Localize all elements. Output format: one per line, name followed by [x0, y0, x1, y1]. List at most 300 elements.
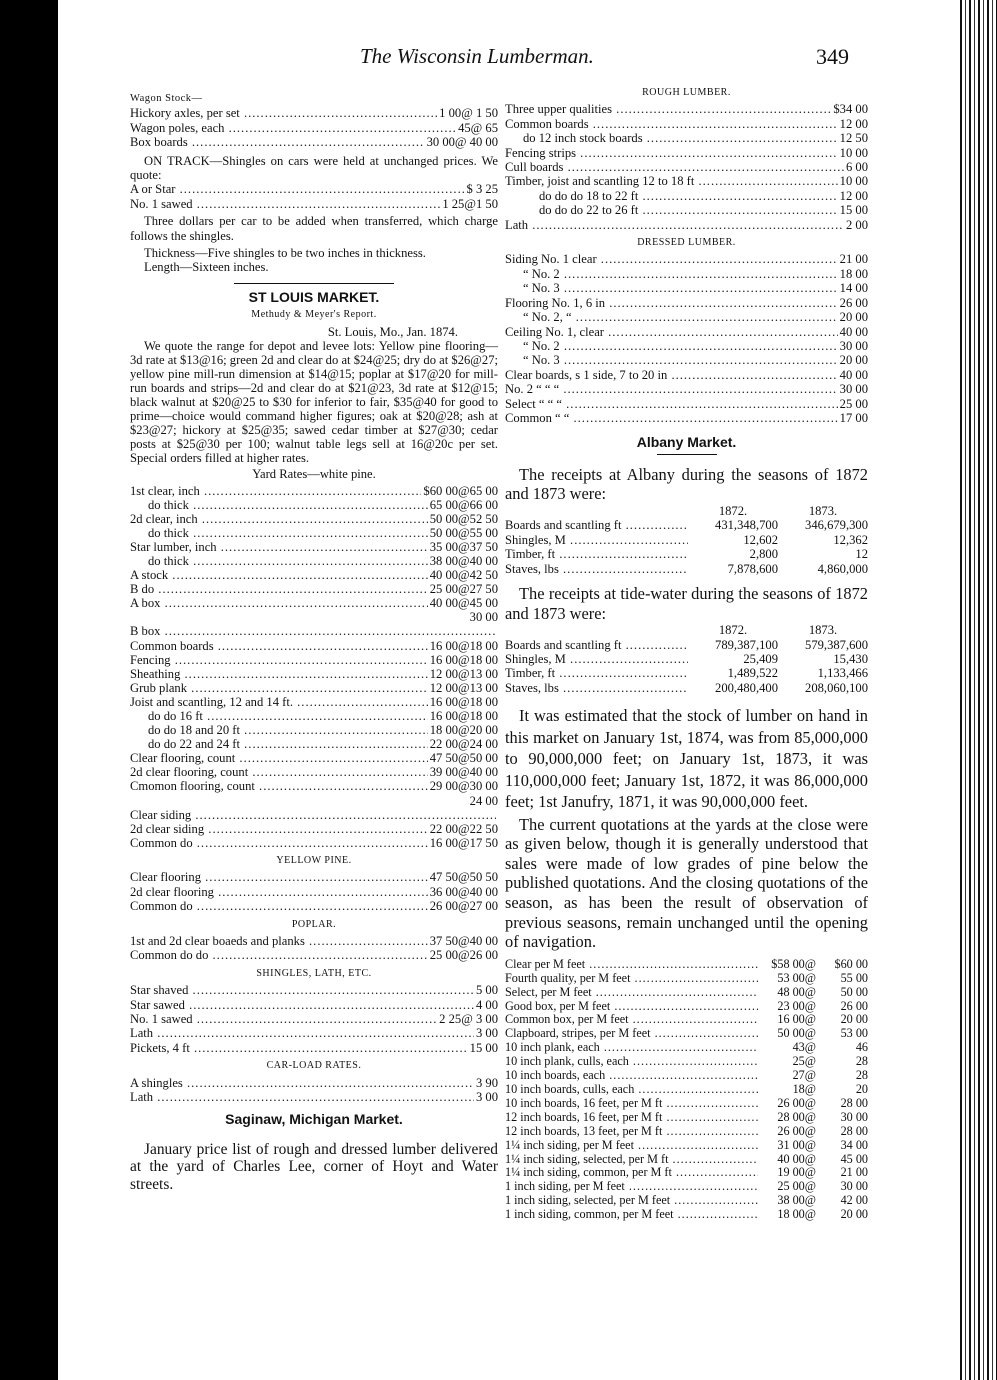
price-row — [130, 106, 498, 120]
quotation-low: 28 00@ — [777, 1109, 816, 1124]
price-row — [505, 368, 868, 382]
quotation-label: Clapboard, stripes, per M feet ..... — [505, 1027, 758, 1041]
price-label — [130, 610, 468, 624]
price-label: Common boards ..... — [505, 117, 838, 131]
price-row — [505, 267, 868, 281]
price-value: 40 00 — [839, 324, 868, 339]
price-label: Flooring No. 1, 6 in ..... — [505, 296, 838, 310]
price-value: 12 50 — [839, 131, 868, 146]
price-value: 26 00 — [839, 295, 868, 310]
quotation-low: 43@ — [792, 1040, 816, 1055]
quotation-high: 20 — [855, 1082, 868, 1096]
price-value: 47 50@50 50 — [429, 870, 498, 885]
price-value: 2 25@ 3 00 — [439, 1012, 498, 1026]
price-label: Common boards ..... — [130, 639, 428, 653]
price-value: 30 00@ 40 00 — [426, 135, 498, 150]
quotation-high: 21 00 — [840, 1165, 868, 1180]
rough-lumber-heading: ROUGH LUMBER. — [642, 87, 731, 98]
price-value: 29 00@30 00 — [429, 779, 498, 794]
quotation-high: 28 00 — [840, 1123, 868, 1138]
quotation-low: 50 00@ — [777, 1026, 816, 1041]
price-label: A box ..... — [130, 596, 428, 610]
price-label: “ No. 3 ..... — [505, 353, 838, 367]
price-label: Fencing ..... — [130, 653, 428, 667]
price-value: 20 00 — [839, 353, 868, 368]
quotation-low: 25 00@ — [777, 1179, 816, 1194]
price-value: 16 00@18 00 — [429, 709, 498, 723]
price-label: Common do ..... — [130, 899, 428, 913]
price-label: Hickory axles, per set ..... — [130, 106, 437, 120]
quotation-row — [505, 972, 868, 986]
price-row — [130, 624, 498, 638]
quotation-low: 23 00@ — [777, 998, 816, 1013]
table-row — [505, 681, 868, 695]
dressed-lumber-heading: DRESSED LUMBER. — [637, 237, 736, 249]
price-label: do thick ..... — [130, 498, 428, 512]
quotation-high: 30 00 — [840, 1109, 868, 1124]
price-label: Clear boards, s 1 side, 7 to 20 in ..... — [505, 368, 838, 382]
price-label: Lath ..... — [130, 1090, 474, 1104]
table-label: Shingles, M ..... — [505, 652, 688, 666]
price-row — [130, 998, 498, 1012]
year-header-1 — [505, 504, 868, 518]
saginaw-paragraph: January price list of rough and dressed lumber delivered at the yard of Charles Lee, corner of Hoyt and Water streets. — [130, 1140, 498, 1194]
price-row — [130, 197, 498, 211]
price-label — [130, 794, 468, 808]
price-value: 12 00 — [839, 188, 868, 203]
price-label: “ No. 3 ..... — [505, 281, 838, 295]
price-value: 12 00 — [839, 116, 868, 131]
quotation-low: 53 00@ — [777, 970, 816, 985]
quotation-high: 46 — [855, 1040, 868, 1055]
quotation-label: Good box, per M feet ..... — [505, 1000, 758, 1014]
price-label: A shingles ..... — [130, 1076, 474, 1090]
quotation-row — [505, 1013, 868, 1027]
price-row — [130, 737, 498, 751]
albany-title: Albany Market. — [636, 434, 737, 451]
value-1873: 4,860,000 — [817, 561, 868, 576]
quotation-row — [505, 1041, 868, 1055]
table-label: Staves, lbs ..... — [505, 562, 688, 576]
quotation-high: $60 00 — [834, 956, 868, 971]
price-value: 25 00 — [839, 396, 868, 411]
price-row — [130, 808, 498, 822]
price-row — [130, 135, 498, 149]
yellow-pine-heading: YELLOW PINE. — [276, 854, 352, 866]
value-1872: 431,348,700 — [715, 518, 778, 533]
price-value: 21 00 — [839, 252, 868, 267]
price-value: 4 00 — [475, 997, 498, 1012]
shingles-heading: SHINGLES, LATH, ETC. — [256, 967, 372, 979]
poplar-heading: POPLAR. — [291, 918, 337, 930]
quotation-high: 34 00 — [840, 1137, 868, 1152]
price-label: A or Star ..... — [130, 182, 465, 196]
value-1872: 789,387,100 — [715, 637, 778, 652]
price-label: “ No. 2 ..... — [505, 339, 838, 353]
on-track-list — [130, 182, 498, 211]
quotation-row — [505, 1069, 868, 1083]
quotation-row — [505, 1194, 868, 1208]
price-value: 3 00 — [475, 1090, 498, 1105]
price-label: 2d clear siding ..... — [130, 822, 428, 836]
quotation-label: 10 inch plank, each ..... — [505, 1041, 758, 1055]
price-row — [130, 512, 498, 526]
quotation-high: 55 00 — [840, 970, 868, 985]
quotation-high: 53 00 — [840, 1026, 868, 1041]
price-label: Fencing strips ..... — [505, 146, 838, 160]
price-value: 16 00@18 00 — [429, 638, 498, 653]
shingles-list — [130, 983, 498, 1055]
quotation-row — [505, 1166, 868, 1180]
value-1873: 1,133,466 — [817, 666, 868, 681]
price-row — [130, 681, 498, 695]
price-value: 12 00@13 00 — [429, 666, 498, 681]
albany-quotations-list — [505, 958, 868, 1222]
price-row — [505, 382, 868, 396]
white-pine-list — [130, 484, 498, 850]
price-value — [496, 624, 498, 638]
price-row — [130, 751, 498, 765]
quotation-row — [505, 1111, 868, 1125]
price-label: Grub plank ..... — [130, 681, 428, 695]
table-label: Timber, ft ..... — [505, 666, 688, 680]
year-1872: 1872. — [718, 623, 748, 638]
quotation-low: 18 00@ — [777, 1207, 816, 1222]
price-value: $ 3 25 — [466, 182, 498, 197]
price-value: 15 00 — [839, 203, 868, 218]
stock-estimate-paragraph: It was estimated that the stock of lumber on hand in this market on January 1st, 1874, was from 85,000,000 to 90,000,000 feet; on January 1st, 1873, it was 110,000,000 feet; January 1st, 1872, it was 86,000,000 feet; 1st Janufry, 1871, it was 90,000,000 feet. — [505, 706, 868, 812]
saginaw-title: Saginaw, Michigan Market. — [225, 1111, 403, 1128]
price-label: Common do do ..... — [130, 948, 428, 962]
price-label: “ No. 2, “ ..... — [505, 310, 838, 324]
price-value: 35 00@37 50 — [429, 539, 498, 554]
price-value: 15 00 — [469, 1040, 498, 1055]
price-label: do do do 18 to 22 ft ..... — [505, 189, 838, 203]
price-row — [505, 174, 868, 188]
quotation-row — [505, 1153, 868, 1167]
price-row — [505, 160, 868, 174]
price-label: No. 2 “ “ “ ..... — [505, 382, 838, 396]
quotation-low: 40 00@ — [777, 1151, 816, 1166]
price-label: Siding No. 1 clear ..... — [505, 252, 838, 266]
price-value: 38 00@40 00 — [429, 553, 498, 568]
quotation-row — [505, 986, 868, 1000]
price-label: No. 1 sawed ..... — [130, 1012, 437, 1026]
price-value: 14 00 — [839, 281, 868, 296]
price-label: “ No. 2 ..... — [505, 267, 838, 281]
price-value: 40 00@42 50 — [429, 568, 498, 583]
price-row — [130, 484, 498, 498]
value-1872: 7,878,600 — [727, 561, 778, 576]
quotation-low: 16 00@ — [777, 1012, 816, 1027]
price-label: do thick ..... — [130, 554, 428, 568]
price-label: No. 1 sawed ..... — [130, 197, 440, 211]
table-label: Timber, ft ..... — [505, 547, 688, 561]
price-label: Wagon poles, each ..... — [130, 121, 456, 135]
price-label: Select “ “ “ ..... — [505, 397, 838, 411]
value-1873: 12,362 — [833, 532, 868, 547]
price-label: Box boards ..... — [130, 135, 425, 149]
price-value: 65 00@66 00 — [429, 497, 498, 512]
quotation-label: 10 inch plank, culls, each ..... — [505, 1055, 758, 1069]
price-row — [505, 353, 868, 367]
albany-rule — [657, 454, 717, 455]
page-number: 349 — [816, 44, 849, 69]
st-louis-dateline: St. Louis, Mo., Jan. 1874. — [327, 324, 458, 339]
value-1872: 12,602 — [743, 532, 778, 547]
price-label: Star lumber, inch ..... — [130, 540, 428, 554]
price-label: 1st and 2d clear boaeds and planks ..... — [130, 934, 428, 948]
price-label: Clear siding ..... — [130, 808, 496, 822]
price-label: A stock ..... — [130, 568, 428, 582]
quotation-label: Select, per M feet ..... — [505, 986, 758, 1000]
year-1873: 1873. — [808, 623, 838, 638]
quotation-row — [505, 1139, 868, 1153]
price-value: 17 00 — [839, 410, 868, 425]
quotation-row — [505, 1208, 868, 1222]
price-label: Joist and scantling, 12 and 14 ft. ..... — [130, 695, 428, 709]
price-row — [130, 667, 498, 681]
quotation-low: 31 00@ — [777, 1137, 816, 1152]
table-row — [505, 652, 868, 666]
price-value: 16 00@17 50 — [429, 835, 498, 850]
table-label: Boards and scantling ft ..... — [505, 518, 688, 532]
quotation-label: 12 inch boards, 13 feet, per M ft ..... — [505, 1125, 758, 1139]
price-row — [130, 948, 498, 962]
price-label: 2d clear, inch ..... — [130, 512, 428, 526]
price-value: $34 00 — [833, 102, 868, 117]
quotation-label: 1¼ inch siding, per M feet ..... — [505, 1139, 758, 1153]
price-label: do thick ..... — [130, 526, 428, 540]
price-value: 6 00 — [845, 160, 868, 175]
price-value: 18 00 — [839, 266, 868, 281]
price-row — [130, 554, 498, 568]
price-label: 1st clear, inch ..... — [130, 484, 421, 498]
price-label: Pickets, 4 ft ..... — [130, 1041, 468, 1055]
dressed-lumber-list — [505, 252, 868, 425]
price-row — [130, 182, 498, 196]
carload-list — [130, 1076, 498, 1105]
price-row — [130, 794, 498, 808]
quotation-row — [505, 1125, 868, 1139]
price-label: 2d clear flooring, count ..... — [130, 765, 428, 779]
price-value: 50 00@52 50 — [429, 511, 498, 526]
price-row — [505, 102, 868, 116]
st-louis-report: Methudy & Meyer's Report. — [251, 309, 377, 321]
price-value: 36 00@40 00 — [429, 884, 498, 899]
price-label: Lath ..... — [130, 1026, 474, 1040]
price-row — [505, 325, 868, 339]
price-value: 26 00@27 00 — [429, 899, 498, 914]
price-label: Ceiling No. 1, clear ..... — [505, 325, 838, 339]
price-label: Clear flooring ..... — [130, 870, 428, 884]
section-rule — [234, 283, 394, 284]
price-label: Cmomon flooring, count ..... — [130, 779, 428, 793]
price-label: do do 18 and 20 ft ..... — [130, 723, 428, 737]
price-row — [505, 397, 868, 411]
price-value: 16 00@18 00 — [429, 694, 498, 709]
price-value: 45@ 65 — [458, 120, 498, 135]
price-row — [130, 1076, 498, 1090]
table-row — [505, 638, 868, 652]
price-row — [130, 1012, 498, 1026]
price-row — [130, 709, 498, 723]
table-row — [505, 533, 868, 547]
yard-rates-heading: Yard Rates—white pine. — [252, 467, 376, 482]
table-row — [505, 518, 868, 532]
price-label: Star shaved ..... — [130, 983, 474, 997]
price-value: 3 90 — [475, 1075, 498, 1090]
yellow-pine-list — [130, 870, 498, 913]
scan-right-edge — [960, 0, 997, 1380]
quotation-high: 50 00 — [840, 984, 868, 999]
price-row — [130, 540, 498, 554]
price-value: 50 00@55 00 — [429, 525, 498, 540]
price-row — [505, 411, 868, 425]
price-label: Common “ “ ..... — [505, 411, 838, 425]
price-value: 10 00 — [839, 145, 868, 160]
price-value: 12 00@13 00 — [429, 680, 498, 695]
price-value: 40 00 — [839, 367, 868, 382]
price-label: Common do ..... — [130, 836, 428, 850]
price-row — [130, 836, 498, 850]
price-value: 39 00@40 00 — [429, 765, 498, 780]
quotation-label: Fourth quality, per M feet ..... — [505, 972, 758, 986]
year-header-2 — [505, 623, 868, 637]
quotation-row — [505, 1027, 868, 1041]
price-row — [130, 765, 498, 779]
price-value: 1 25@1 50 — [442, 196, 498, 211]
price-row — [130, 568, 498, 582]
quotation-label: 10 inch boards, each ..... — [505, 1069, 758, 1083]
thickness-paragraph: Thickness—Five shingles to be two inches in thickness. — [144, 246, 426, 261]
price-label: Lath ..... — [505, 218, 844, 232]
quotation-low: 19 00@ — [777, 1165, 816, 1180]
quotation-label: Clear per M feet ..... — [505, 958, 758, 972]
quotation-row — [505, 958, 868, 972]
quotation-high: 28 — [855, 1068, 868, 1083]
price-value: 24 00 — [469, 793, 498, 808]
running-header: The Wisconsin Lumberman. — [360, 44, 594, 68]
quotation-row — [505, 1055, 868, 1069]
price-value: 22 00@22 50 — [429, 821, 498, 836]
price-value: 47 50@50 00 — [429, 751, 498, 766]
price-row — [130, 1026, 498, 1040]
price-value: 22 00@24 00 — [429, 737, 498, 752]
price-value: 16 00@18 00 — [429, 652, 498, 667]
price-value: 25 00@26 00 — [429, 948, 498, 963]
price-row — [130, 582, 498, 596]
wagon-stock-list — [130, 106, 498, 149]
value-1873: 15,430 — [833, 651, 868, 666]
price-row — [130, 1090, 498, 1104]
price-row — [130, 639, 498, 653]
price-value: 10 00 — [839, 174, 868, 189]
price-row — [130, 822, 498, 836]
quotation-row — [505, 1083, 868, 1097]
price-value: 1 00@ 1 50 — [439, 106, 498, 121]
wagon-stock-heading: Wagon Stock— — [130, 93, 203, 104]
table-label: Shingles, M ..... — [505, 533, 688, 547]
price-row — [130, 653, 498, 667]
price-label: do do 16 ft ..... — [130, 709, 428, 723]
albany-receipts-table — [505, 518, 868, 576]
price-value — [496, 808, 498, 822]
quotation-low: 27@ — [792, 1068, 816, 1083]
price-label: Clear flooring, count ..... — [130, 751, 428, 765]
price-row — [505, 281, 868, 295]
value-1873: 12 — [855, 547, 868, 562]
year-1873: 1873. — [808, 503, 838, 518]
price-row — [130, 983, 498, 997]
value-1872: 200,480,400 — [715, 680, 778, 695]
price-value: 5 00 — [475, 983, 498, 998]
quotation-high: 20 00 — [840, 1012, 868, 1027]
table-label: Boards and scantling ft ..... — [505, 638, 688, 652]
table-row — [505, 666, 868, 680]
price-row — [505, 203, 868, 217]
table-row — [505, 562, 868, 576]
price-value: 25 00@27 50 — [429, 582, 498, 597]
quotation-low: 26 00@ — [777, 1123, 816, 1138]
price-row — [130, 934, 498, 948]
price-row — [505, 117, 868, 131]
price-label: Three upper qualities ..... — [505, 102, 831, 116]
quotation-label: 1 inch siding, selected, per M feet ..... — [505, 1194, 758, 1208]
value-1873: 208,060,100 — [805, 680, 868, 695]
price-label: do 12 inch stock boards ..... — [505, 131, 838, 145]
quotation-row — [505, 1000, 868, 1014]
price-row — [505, 310, 868, 324]
right-column — [505, 82, 868, 1222]
price-value: $60 00@65 00 — [423, 483, 498, 498]
price-label: B box ..... — [130, 624, 496, 638]
price-label: 2d clear flooring ..... — [130, 885, 428, 899]
tidewater-receipts-table — [505, 638, 868, 696]
quotation-high: 26 00 — [840, 998, 868, 1013]
price-row — [130, 885, 498, 899]
st-louis-paragraph: We quote the range for depot and levee lots: Yellow pine flooring—3d rate at $13@16; green 2d and clear do at $24@25; dry do at $26@27; yellow pine mill-run dimension at $14@15; poplar at $17@20 for mill-run boards and strips—2d and clear do at $21@23, 3d rate at $12@15; black walnut at $20@25 to $30 for inferior to fair, $35@40 for good to prime—choice would command higher figures; oak at $20@28; ash at $23@27; hickory at $25@35; sawed cedar timber at $27@30; cedar posts at $25@30 per 100; walnut table legs sell at 16@20c per set. Special orders filled at higher rates. — [130, 339, 498, 466]
carload-heading: CAR-LOAD RATES. — [266, 1060, 362, 1072]
value-1872: 1,489,522 — [727, 666, 778, 681]
transfer-paragraph: Three dollars per car to be added when transferred, which charge follows the shingles. — [130, 214, 498, 243]
price-value: 3 00 — [475, 1026, 498, 1041]
quotation-label: 1 inch siding, per M feet ..... — [505, 1180, 758, 1194]
value-1872: 25,409 — [743, 651, 778, 666]
quotation-row — [505, 1097, 868, 1111]
price-row — [505, 252, 868, 266]
price-row — [505, 296, 868, 310]
price-row — [130, 1041, 498, 1055]
price-row — [130, 121, 498, 135]
price-value: 30 00 — [839, 382, 868, 397]
quotation-low: 25@ — [792, 1054, 816, 1069]
price-row — [130, 596, 498, 610]
quotation-label: Common box, per M feet ..... — [505, 1013, 758, 1027]
price-label: Cull boards ..... — [505, 160, 844, 174]
price-value: 37 50@40 00 — [429, 933, 498, 948]
quotation-low: $58 00@ — [771, 956, 816, 971]
quotation-high: 20 00 — [840, 1207, 868, 1222]
price-label: Star sawed ..... — [130, 998, 474, 1012]
quotation-high: 42 00 — [840, 1193, 868, 1208]
quotation-high: 28 — [855, 1054, 868, 1069]
value-1873: 346,679,300 — [805, 518, 868, 533]
price-row — [130, 695, 498, 709]
price-label: B do ..... — [130, 582, 428, 596]
quotation-label: 1¼ inch siding, common, per M ft ..... — [505, 1166, 758, 1180]
quotation-row — [505, 1180, 868, 1194]
